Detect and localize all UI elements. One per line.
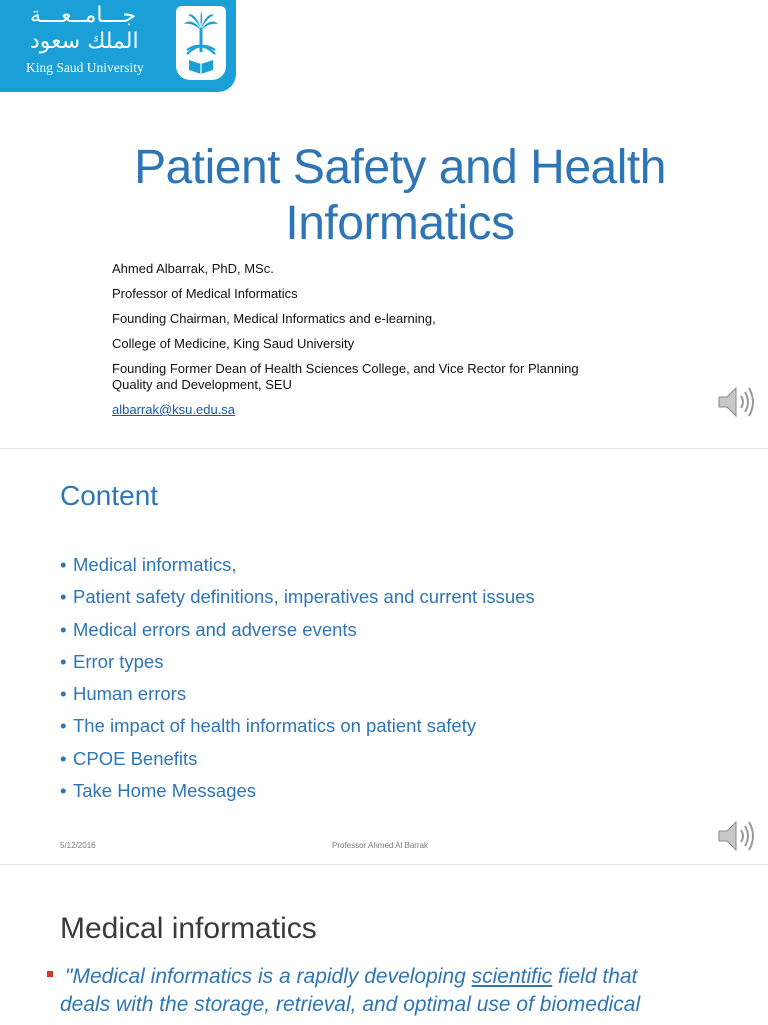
- mi-quote-line2: deals with the storage, retrieval, and optimal use of biomedical: [60, 993, 641, 1016]
- list-item: • Medical errors and adverse events: [60, 618, 357, 640]
- author-name: Ahmed Albarrak, PhD, MSc.: [112, 261, 274, 276]
- content-list: [60, 549, 535, 807]
- list-item: • Error types: [60, 650, 164, 672]
- author-dean-line2: Quality and Development, SEU: [112, 377, 292, 392]
- list-item: • Patient safety definitions, imperatives and current issues: [60, 586, 535, 608]
- footer-presenter: Professor Ahmed Al Barrak: [332, 841, 429, 850]
- palm-emblem-icon: [176, 6, 226, 80]
- content-heading: Content: [60, 480, 159, 511]
- mi-quote: "Medical informatics is a rapidly developing scientific field that deals with the storage, retrieval, and optimal use of biomedical: [47, 963, 747, 1019]
- content-slide: [0, 448, 768, 863]
- logo-arabic-line2: الملك سعود: [30, 29, 139, 54]
- bullet-square-icon: [47, 971, 53, 977]
- list-item: • Medical informatics,: [60, 554, 237, 575]
- footer-date: 5/12/2016: [60, 841, 96, 850]
- scientific-link[interactable]: scientific: [471, 965, 553, 988]
- ksu-logo: [0, 0, 236, 92]
- medical-informatics-slide: [0, 864, 768, 1025]
- title-slide: [0, 0, 768, 448]
- mi-heading: Medical informatics: [60, 912, 317, 945]
- author-chairman: Founding Chairman, Medical Informatics and e-learning,: [112, 311, 436, 326]
- list-item: • The impact of health informatics on patient safety: [60, 715, 477, 737]
- author-title: Professor of Medical Informatics: [112, 286, 298, 301]
- author-dean-line1: Founding Former Dean of Health Sciences College, and Vice Rector for Planning: [112, 361, 579, 376]
- list-item: • Human errors: [60, 683, 187, 705]
- speaker-icon[interactable]: [716, 383, 758, 421]
- list-item: • CPOE Benefits: [60, 747, 198, 769]
- list-item: • Take Home Messages: [60, 780, 257, 802]
- speaker-icon[interactable]: [716, 817, 758, 855]
- author-info: [112, 261, 672, 427]
- logo-english-name: King Saud University: [26, 60, 144, 75]
- logo-arabic-line1: جـــامــعـــة: [30, 3, 137, 28]
- slide-title: Patient Safety and Health Informatics: [134, 141, 666, 250]
- author-college: College of Medicine, King Saud University: [112, 336, 355, 351]
- author-email-link[interactable]: albarrak@ksu.edu.sa: [112, 402, 236, 417]
